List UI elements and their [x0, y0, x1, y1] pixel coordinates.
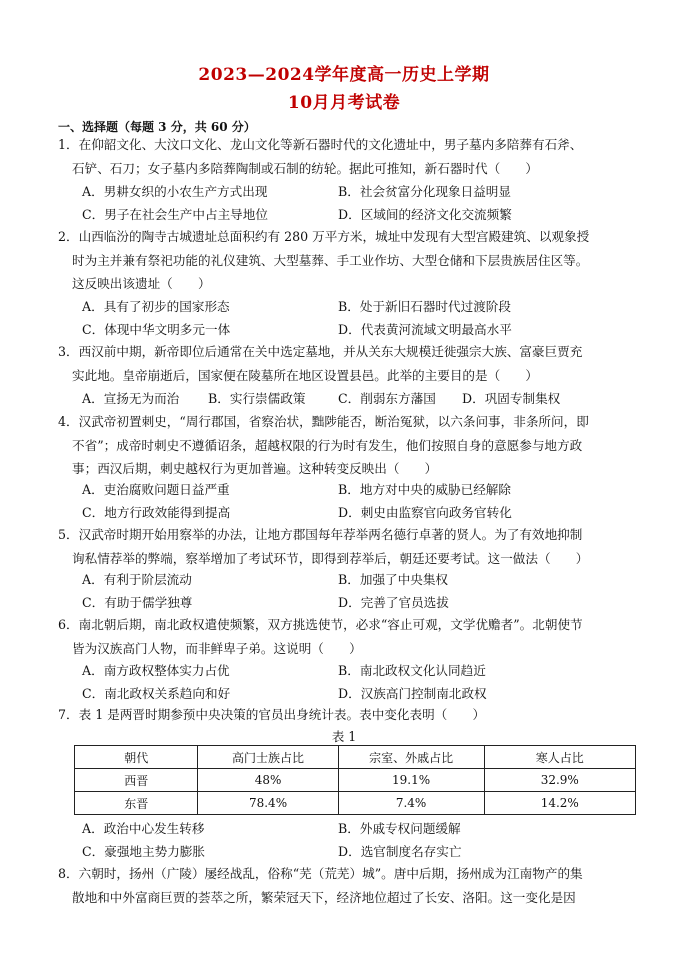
question-2-line-3: 这反映出该遗址（ ） — [72, 276, 211, 291]
question-3-line-1: 3．西汉前中期，新帝即位后通常在关中选定墓地，并从关东大规模迁徙强宗大族、富豪巨贾充 — [58, 344, 583, 359]
option-c: C．体现中华文明多元一体 — [82, 322, 231, 337]
question-2 — [58, 225, 658, 296]
option-a: A．有利于阶层流动 — [82, 572, 192, 587]
option-a: A．南方政权整体实力占优 — [82, 663, 230, 678]
option-d: D．巩固专制集权 — [462, 391, 561, 406]
question-8-line-1: 8．六朝时，扬州（广陵）屡经战乱，俗称“芜（荒芜）城”。唐中后期，扬州成为江南物产的集 — [58, 866, 583, 881]
option-a: A．吏治腐败问题日益严重 — [82, 482, 230, 497]
table-header-cell: 寒人占比 — [484, 746, 635, 769]
question-3-line-2: 实此地。皇帝崩逝后，国家便在陵墓所在地区设置县邑。此举的主要目的是（ ） — [72, 367, 538, 383]
table-header-row — [75, 746, 636, 769]
option-a: A．具有了初步的国家形态 — [82, 299, 230, 314]
exam-title-line2: 10月月考试卷 — [287, 93, 401, 113]
table-row — [75, 792, 636, 815]
question-5-line-1: 5．汉武帝时期开始用察举的办法，让地方郡国每年荐举两名德行卓著的贤人。为了有效地抑制 — [58, 527, 583, 542]
question-3 — [58, 340, 658, 387]
option-c: C．南北政权关系趋向和好 — [82, 686, 231, 701]
option-b: B．加强了中央集权 — [338, 572, 449, 587]
option-c: C．男子在社会生产中占主导地位 — [82, 207, 268, 222]
option-b: B．地方对中央的威胁已经解除 — [338, 482, 511, 497]
section-heading: 一、选择题（每题 3 分，共 60 分） — [58, 120, 256, 134]
table-header-cell: 朝代 — [75, 746, 198, 769]
question-5-line-2: 询私情荐举的弊端，察举增加了考试环节，即得到荐举后，朝廷还要考试。这一做法（ ） — [72, 550, 589, 566]
table-caption: 表 1 — [331, 729, 357, 744]
question-2-line-1: 2．山西临汾的陶寺古城遗址总面积约有 280 万平方米，城址中发现有大型宫殿建筑、以观象授 — [58, 229, 590, 244]
question-1-line-2: 石铲、石刀；女子墓内多陪葬陶制或石制的纺轮。据此可推知，新石器时代（ ） — [72, 160, 538, 176]
option-c: C．削弱东方藩国 — [338, 391, 436, 406]
table-cell: 东晋 — [75, 792, 198, 815]
option-d: D．选官制度名存实亡 — [338, 844, 462, 859]
question-1 — [58, 133, 658, 180]
option-b: B．处于新旧石器时代过渡阶段 — [338, 299, 511, 314]
option-c: C．豪强地主势力膨胀 — [82, 844, 205, 859]
question-4 — [58, 410, 658, 481]
option-c: C．地方行政效能得到提高 — [82, 505, 231, 520]
table-header-cell: 高门士族占比 — [198, 746, 338, 769]
table-cell: 14.2% — [484, 792, 635, 815]
question-5 — [58, 523, 658, 570]
option-a: A．男耕女织的小农生产方式出现 — [82, 184, 268, 199]
table-cell: 西晋 — [75, 769, 198, 792]
table-cell: 7.4% — [338, 792, 484, 815]
question-8-line-2: 散地和中外富商巨贾的荟萃之所，繁荣冠天下，经济地位超过了长安、洛阳。这一变化是因 — [72, 889, 576, 905]
table-row — [75, 769, 636, 792]
question-4-line-3: 事；西汉后期，刺史越权行为更加普遍。这种转变反映出（ ） — [72, 461, 438, 476]
question-2-line-2: 时为主并兼有祭祀功能的礼仪建筑、大型墓葬、手工业作坊、大型仓储和下层贵族居住区等。 — [72, 252, 589, 268]
option-b: B．实行崇儒政策 — [208, 391, 306, 406]
table-header-cell: 宗室、外戚占比 — [338, 746, 484, 769]
option-a: A．政治中心发生转移 — [82, 821, 205, 836]
option-d: D．汉族高门控制南北政权 — [338, 686, 487, 701]
official-origin-table — [74, 745, 636, 815]
option-d: D．代表黄河流域文明最高水平 — [338, 322, 512, 337]
option-b: B．南北政权文化认同趋近 — [338, 663, 486, 678]
option-d: D．区域间的经济文化交流频繁 — [338, 207, 512, 222]
question-7 — [58, 703, 658, 727]
option-d: D．完善了官员选拔 — [338, 595, 449, 610]
option-a: A．宣扬无为而治 — [82, 391, 180, 406]
table-cell: 19.1% — [338, 769, 484, 792]
question-1-line-1: 1．在仰韶文化、大汶口文化、龙山文化等新石器时代的文化遗址中，男子墓内多陪葬有石斧、 — [58, 137, 583, 152]
option-b: B．外戚专权问题缓解 — [338, 821, 461, 836]
question-6-line-1: 6．南北朝后期，南北政权遣使频繁，双方挑选使节，必求“容止可观，文学优赡者”。北朝使节 — [58, 617, 583, 632]
question-6-line-2: 皆为汉族高门人物，而非鲜卑子弟。这说明（ ） — [72, 640, 362, 656]
option-d: D．刺史由监察官向政务官转化 — [338, 505, 512, 520]
exam-title-line1: 2023—2024学年度高一历史上学期 — [198, 65, 490, 85]
table-cell: 78.4% — [198, 792, 338, 815]
option-c: C．有助于儒学独尊 — [82, 595, 193, 610]
question-6 — [58, 613, 658, 660]
question-4-line-2: 不省”；成帝时刺史不遵循诏条，超越权限的行为时有发生，他们按照自身的意愿参与地方政 — [72, 437, 583, 453]
table-cell: 32.9% — [484, 769, 635, 792]
option-b: B．社会贫富分化现象日益明显 — [338, 184, 511, 199]
question-7-line-1: 7．表 1 是两晋时期参预中央决策的官员出身统计表。表中变化表明（ ） — [58, 707, 486, 722]
table-cell: 48% — [198, 769, 338, 792]
question-8 — [58, 862, 658, 909]
question-4-line-1: 4．汉武帝初置刺史，“周行郡国，省察治状，黜陟能否，断治冤狱，以六条问事，非条所问，即 — [58, 414, 589, 429]
